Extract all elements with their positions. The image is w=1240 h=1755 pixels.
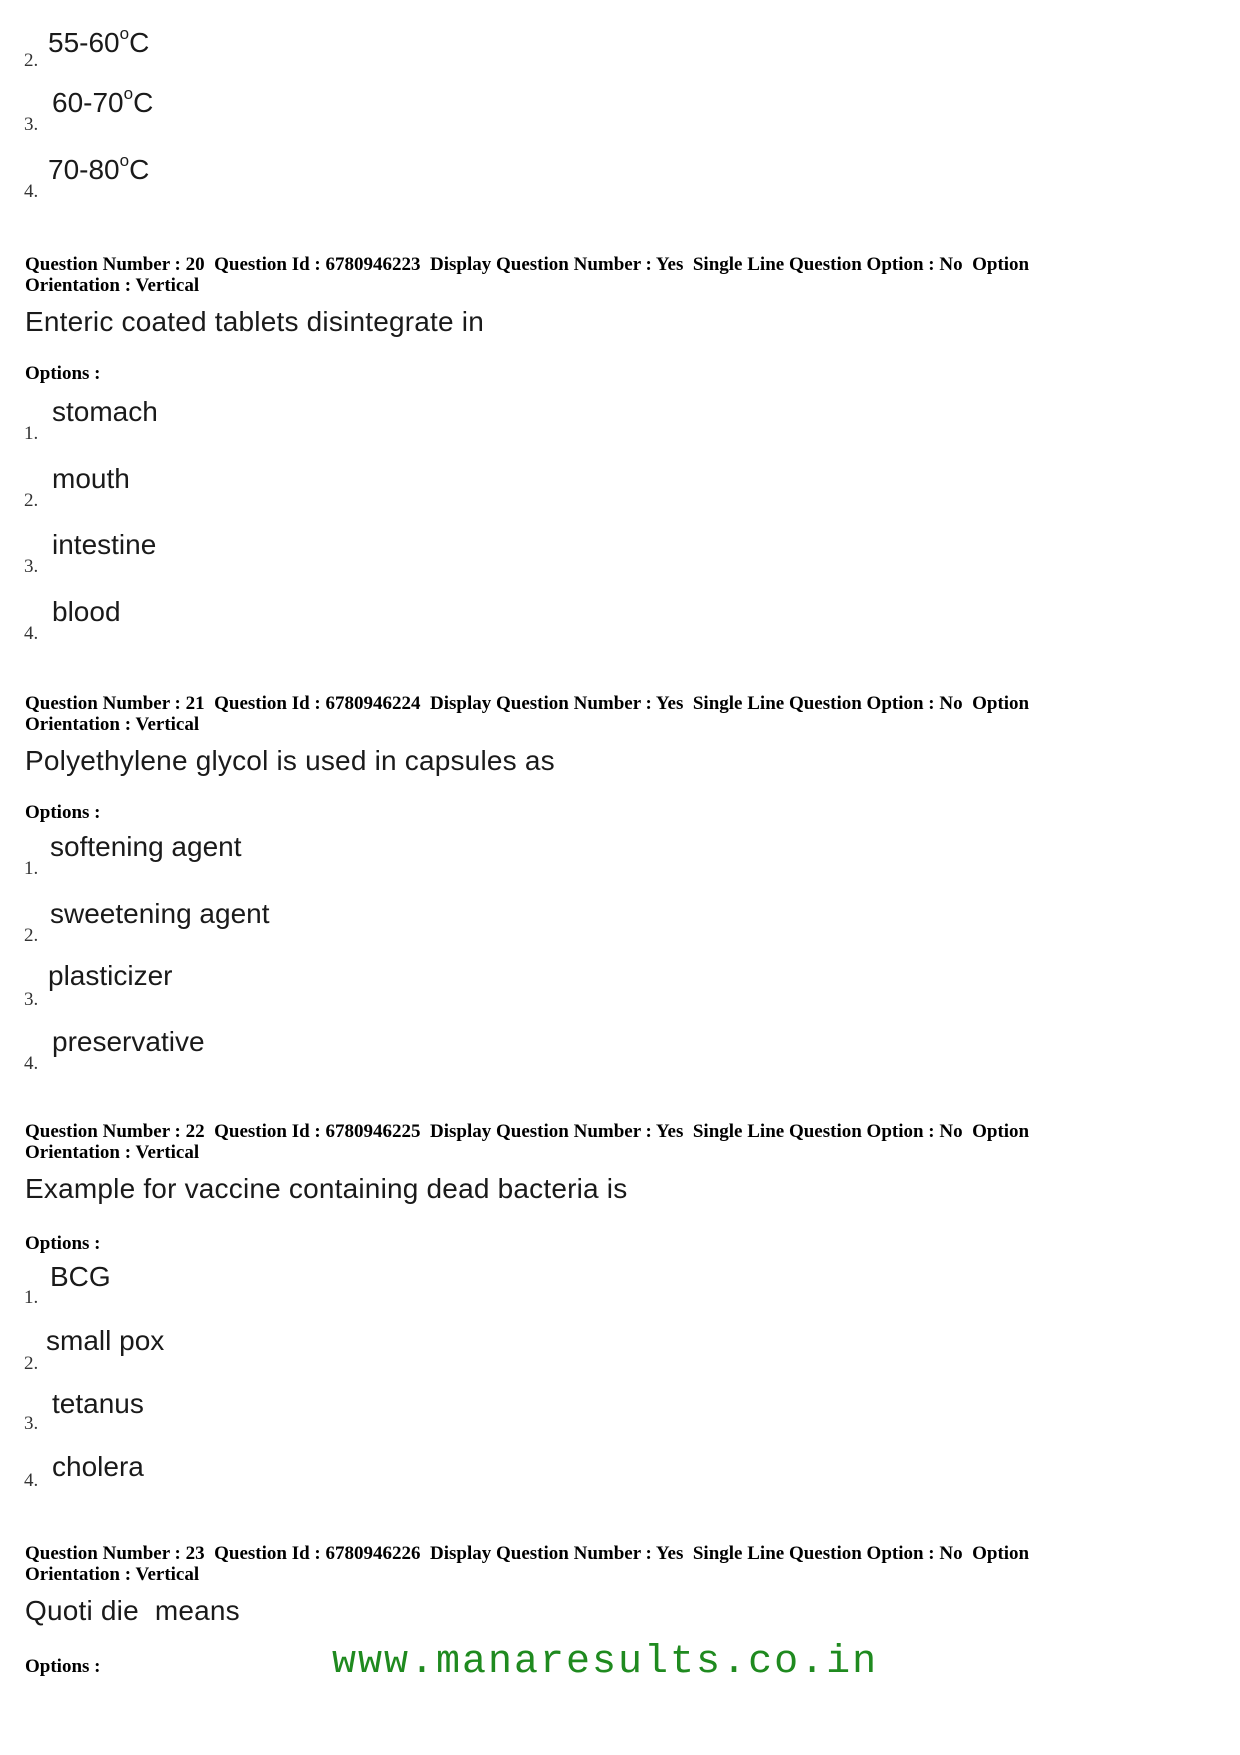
option-number: 2.	[24, 50, 39, 71]
option-number: 2.	[24, 925, 39, 946]
option-text: preservative	[52, 1026, 205, 1057]
options-label: Options :	[25, 1656, 101, 1677]
question-meta: Question Number : 23 Question Id : 6780946226 Display Question Number : Yes Single Line Question Option : No Option Orientation : Vertical	[25, 1543, 1030, 1585]
option-text: 60-70$^o$C	[52, 84, 154, 118]
question-text: Polyethylene glycol is used in capsules as	[25, 745, 555, 776]
option-number: 4.	[24, 1053, 39, 1074]
question-meta: Question Number : 22 Question Id : 6780946225 Display Question Number : Yes Single Line Question Option : No Option Orientation : Vertical	[25, 1121, 1030, 1163]
option-text: small pox	[46, 1325, 165, 1356]
options-label: Options :	[25, 363, 101, 384]
option-text: blood	[52, 596, 121, 627]
option-text: mouth	[52, 463, 130, 494]
options-label: Options :	[25, 1233, 101, 1254]
option-text: stomach	[52, 396, 158, 427]
option-text: cholera	[52, 1451, 144, 1482]
footer-website-url[interactable]: www.manaresults.co.in	[332, 1640, 879, 1685]
option-number: 1.	[24, 1287, 39, 1308]
option-number: 3.	[24, 989, 39, 1010]
option-text: plasticizer	[48, 960, 173, 991]
option-number: 3.	[24, 556, 39, 577]
question-text: Enteric coated tablets disintegrate in	[25, 306, 484, 337]
question-meta: Question Number : 21 Question Id : 6780946224 Display Question Number : Yes Single Line Question Option : No Option Orientation : Vertical	[25, 693, 1030, 735]
option-text: 55-60$^o$C	[48, 24, 150, 58]
option-text: sweetening agent	[50, 898, 270, 929]
option-number: 2.	[24, 490, 39, 511]
option-number: 2.	[24, 1353, 39, 1374]
option-text: 70-80$^o$C	[48, 151, 150, 185]
option-number: 1.	[24, 423, 39, 444]
option-text: BCG	[50, 1261, 111, 1292]
question-text: Quoti die means	[25, 1595, 240, 1626]
question-meta: Question Number : 20 Question Id : 6780946223 Display Question Number : Yes Single Line Question Option : No Option Orientation : Vertical	[25, 254, 1030, 296]
option-text: softening agent	[50, 831, 242, 862]
option-number: 3.	[24, 114, 39, 135]
option-text: tetanus	[52, 1388, 144, 1419]
option-number: 4.	[24, 181, 39, 202]
option-number: 4.	[24, 1470, 39, 1491]
options-label: Options :	[25, 802, 101, 823]
option-text: intestine	[52, 529, 157, 560]
option-number: 4.	[24, 623, 39, 644]
option-number: 3.	[24, 1413, 39, 1434]
question-text: Example for vaccine containing dead bacteria is	[25, 1173, 628, 1204]
option-number: 1.	[24, 858, 39, 879]
